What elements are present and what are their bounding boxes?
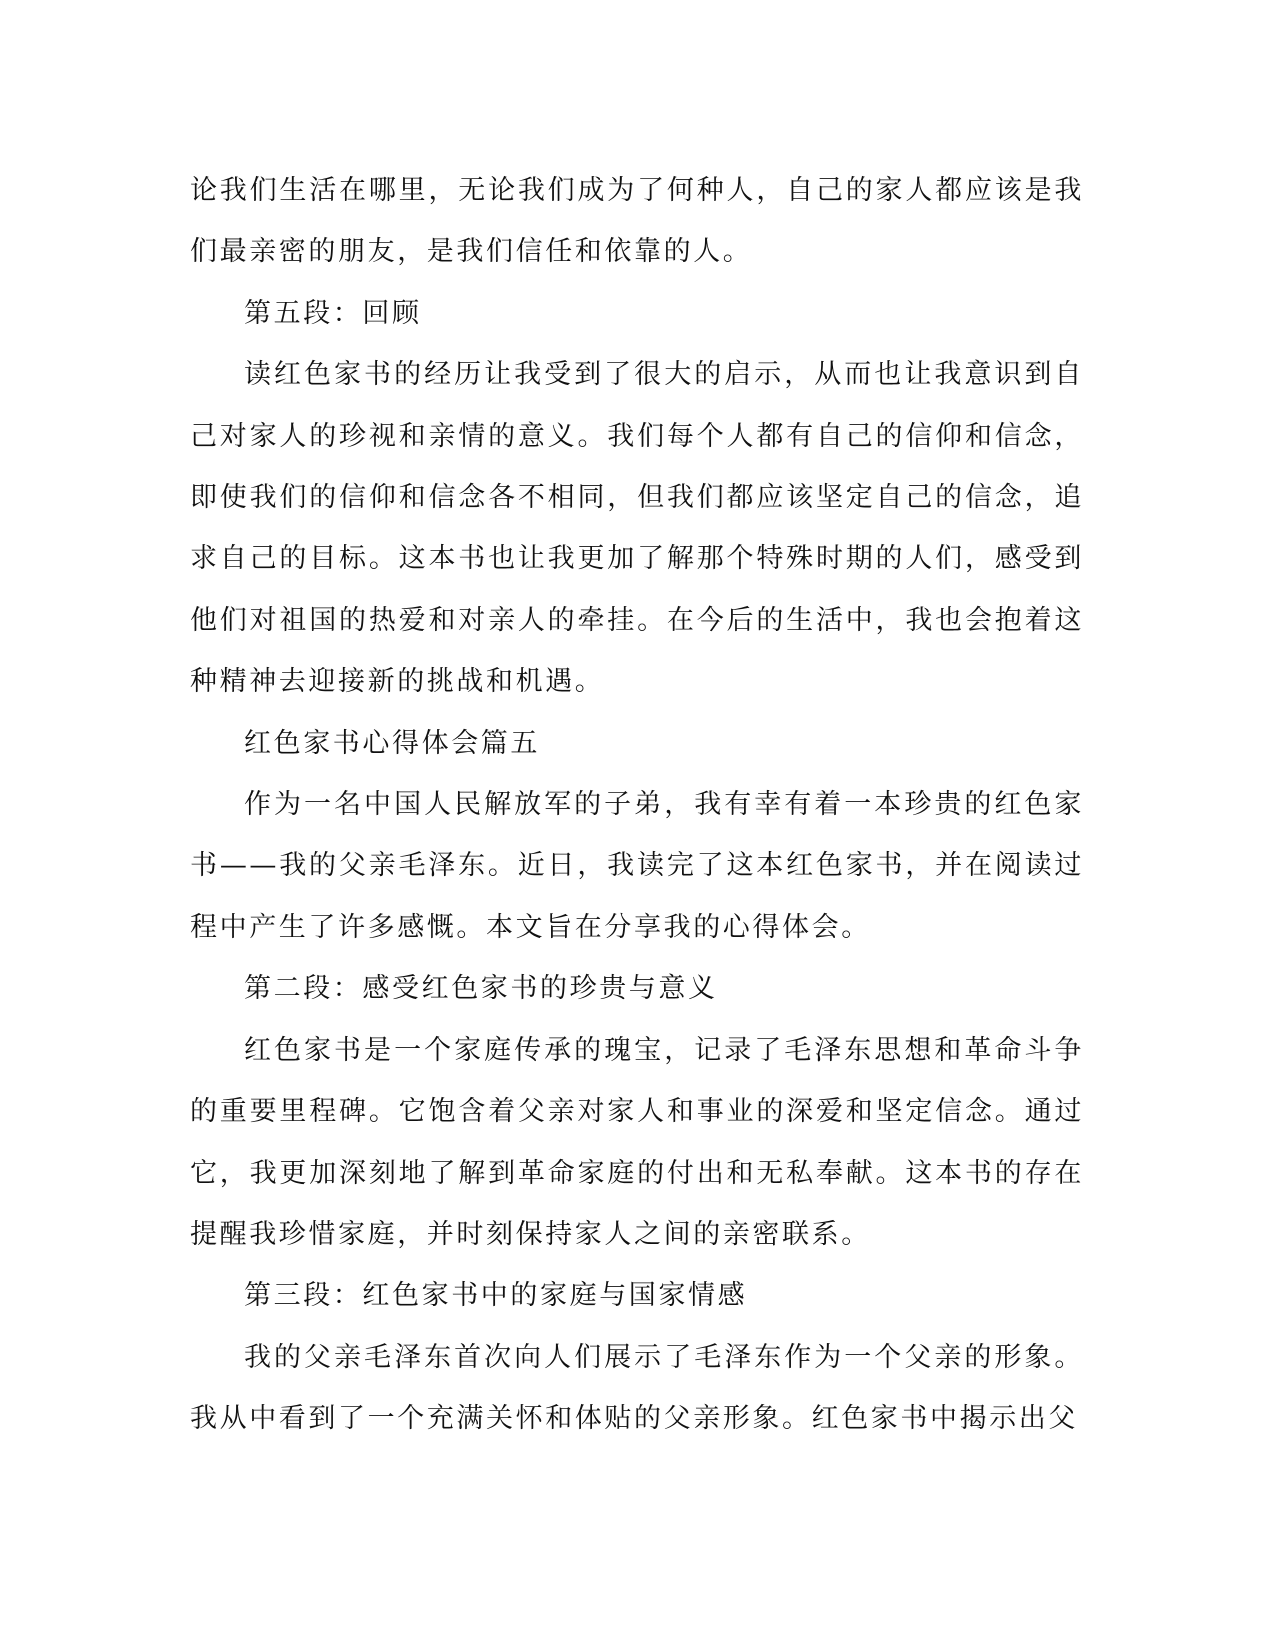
article-title-part-five: 红色家书心得体会篇五	[244, 727, 540, 759]
section-heading-review: 第五段：回顾	[244, 297, 422, 329]
paragraph-intro: 作为一名中国人民解放军的子弟，我有幸有着一本珍贵的红色家书——我的父亲毛泽东。近日，我读完了这本红色家书，并在阅读过程中产生了许多感慨。本文旨在分享我的心得体会。	[190, 789, 1084, 943]
paragraph-review: 读红色家书的经历让我受到了很大的启示，从而也让我意识到自己对家人的珍视和亲情的意义。我们每个人都有自己的信仰和信念，即使我们的信仰和信念各不相同，但我们都应该坚定自己的信念，追求自己的目标。这本书也让我更加了解那个特殊时期的人们，感受到他们对祖国的热爱和对亲人的牵挂。在今后的生活中，我也会抱着这种精神去迎接新的挑战和机遇。	[190, 359, 1084, 698]
section-heading-value: 第二段：感受红色家书的珍贵与意义	[244, 973, 718, 1005]
paragraph-1: 论我们生活在哪里，无论我们成为了何种人，自己的家人都应该是我们最亲密的朋友，是我们信任和依靠的人。	[190, 175, 1084, 268]
document-page	[190, 160, 1084, 1450]
section-heading-family-nation: 第三段：红色家书中的家庭与国家情感	[244, 1280, 748, 1312]
paragraph-value: 红色家书是一个家庭传承的瑰宝，记录了毛泽东思想和革命斗争的重要里程碑。它饱含着父亲对家人和事业的深爱和坚定信念。通过它，我更加深刻地了解到革命家庭的付出和无私奉献。这本书的存在提醒我珍惜家庭，并时刻保持家人之间的亲密联系。	[190, 1034, 1084, 1250]
paragraph-father-image: 我的父亲毛泽东首次向人们展示了毛泽东作为一个父亲的形象。我从中看到了一个充满关怀和体贴的父亲形象。红色家书中揭示出父	[190, 1341, 1084, 1435]
